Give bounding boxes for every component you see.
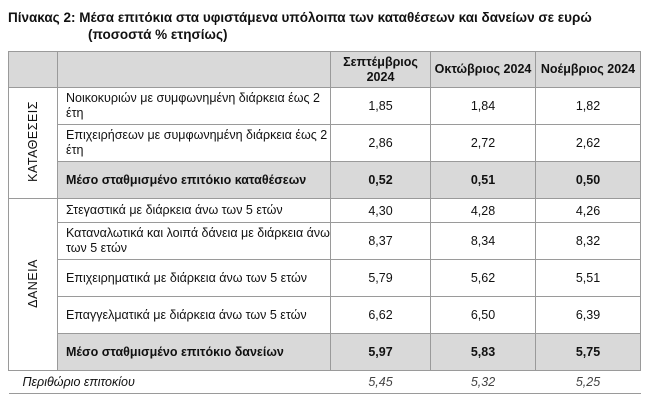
header-empty-label (58, 52, 331, 88)
cell-value: 5,79 (331, 260, 431, 297)
cell-value: 5,25 (536, 371, 641, 394)
loans-summary-row (9, 334, 641, 371)
cell-value: 8,32 (536, 223, 641, 260)
header-sep-2024: Σεπτέμβριος 2024 (331, 52, 431, 88)
cell-value: 5,62 (431, 260, 536, 297)
row-label: Νοικοκυριών με συμφωνημένη διάρκεια έως 2 έτη (58, 88, 331, 125)
table-title-line1: Πίνακας 2: Μέσα επιτόκια στα υφιστάμενα υπόλοιπα των καταθέσεων και δανείων σε ευρώ (8, 10, 592, 25)
cell-value: 4,28 (431, 199, 536, 223)
table-row (9, 297, 641, 334)
cell-value: 1,82 (536, 88, 641, 125)
row-label: Επιχειρηματικά με διάρκεια άνω των 5 ετών (58, 260, 331, 297)
cell-value: 0,51 (431, 162, 536, 199)
table-title-line2: (ποσοστά % ετησίως) (88, 27, 228, 42)
loans-section-label (9, 199, 58, 371)
cell-value: 2,72 (431, 125, 536, 162)
cell-value: 2,86 (331, 125, 431, 162)
cell-value: 2,62 (536, 125, 641, 162)
header-row (9, 52, 641, 88)
deposits-summary-row (9, 162, 641, 199)
cell-value: 5,75 (536, 334, 641, 371)
cell-value: 5,32 (431, 371, 536, 394)
header-nov-2024: Νοέμβριος 2024 (536, 52, 641, 88)
margin-row (9, 371, 641, 394)
row-label: Επιχειρήσεων με συμφωνημένη διάρκεια έως 2 έτη (58, 125, 331, 162)
deposits-vertical-text: ΚΑΤΑΘΕΣΕΙΣ (26, 101, 40, 182)
cell-value: 6,50 (431, 297, 536, 334)
cell-value: 8,34 (431, 223, 536, 260)
table-row (9, 125, 641, 162)
table-row (9, 223, 641, 260)
cell-value: 4,26 (536, 199, 641, 223)
cell-value: 5,45 (331, 371, 431, 394)
interest-rates-table (8, 51, 641, 394)
table-row (9, 260, 641, 297)
row-label: Επαγγελματικά με διάρκεια άνω των 5 ετών (58, 297, 331, 334)
table-row (9, 88, 641, 125)
cell-value: 1,85 (331, 88, 431, 125)
cell-value: 1,84 (431, 88, 536, 125)
loans-vertical-text: ΔΑΝΕΙΑ (26, 258, 40, 308)
cell-value: 6,62 (331, 297, 431, 334)
row-label: Μέσο σταθμισμένο επιτόκιο καταθέσεων (58, 162, 331, 199)
cell-value: 5,51 (536, 260, 641, 297)
cell-value: 6,39 (536, 297, 641, 334)
header-oct-2024: Οκτώβριος 2024 (431, 52, 536, 88)
cell-value: 5,97 (331, 334, 431, 371)
header-empty-side (9, 52, 58, 88)
cell-value: 5,83 (431, 334, 536, 371)
deposits-section-label (9, 88, 58, 199)
table-title (8, 9, 592, 43)
row-label: Μέσο σταθμισμένο επιτόκιο δανείων (58, 334, 331, 371)
cell-value: 0,52 (331, 162, 431, 199)
cell-value: 8,37 (331, 223, 431, 260)
row-label: Στεγαστικά με διάρκεια άνω των 5 ετών (58, 199, 331, 223)
cell-value: 0,50 (536, 162, 641, 199)
row-label: Καταναλωτικά και λοιπά δάνεια με διάρκεια άνω των 5 ετών (58, 223, 331, 260)
margin-label: Περιθώριο επιτοκίου (9, 371, 331, 394)
cell-value: 4,30 (331, 199, 431, 223)
table-row (9, 199, 641, 223)
